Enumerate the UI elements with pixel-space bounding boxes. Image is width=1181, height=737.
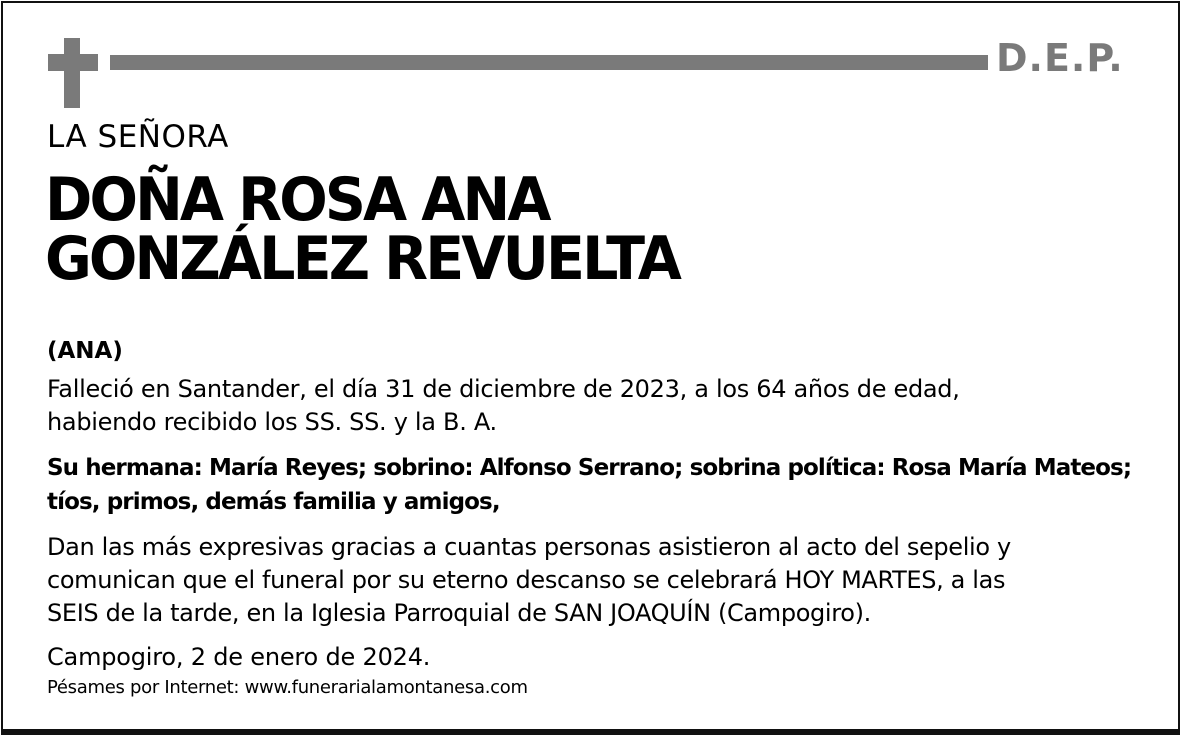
message-line: SEIS de la tarde, en la Iglesia Parroquial de SAN JOAQUÍN (Campogiro).: [47, 599, 871, 627]
name-line: GONZÁLEZ REVUELTA: [45, 224, 679, 294]
deceased-name: [45, 165, 679, 294]
cross-vertical-bar: [64, 38, 80, 108]
funeral-message: [47, 531, 1011, 630]
family-list: [47, 451, 1131, 519]
condolences-link: Pésames por Internet: www.funerarialamontanesa.com: [47, 677, 528, 698]
death-line: habiendo recibido los SS. SS. y la B. A.: [47, 408, 497, 436]
family-line: Su hermana: María Reyes; sobrino: Alfonso Serrano; sobrina política: Rosa María Mateos;: [47, 455, 1132, 481]
deceased-alias: (ANA): [47, 338, 123, 364]
place-date: Campogiro, 2 de enero de 2024.: [47, 643, 431, 671]
message-line: comunican que el funeral por su eterno descanso se celebrará HOY MARTES, a las: [47, 566, 1006, 594]
cross-horizontal-bar: [48, 54, 98, 71]
dep-badge: D.E.P.: [996, 36, 1124, 80]
name-line: DOÑA ROSA ANA: [45, 165, 549, 235]
message-line: Dan las más expresivas gracias a cuantas personas asistieron al acto del sepelio y: [47, 533, 1011, 561]
header-rule: [110, 55, 988, 70]
death-details: [47, 373, 960, 439]
honorific-prefix: LA SEÑORA: [47, 119, 229, 155]
family-line: tíos, primos, demás familia y amigos,: [47, 489, 500, 515]
death-line: Falleció en Santander, el día 31 de diciembre de 2023, a los 64 años de edad,: [47, 375, 960, 403]
